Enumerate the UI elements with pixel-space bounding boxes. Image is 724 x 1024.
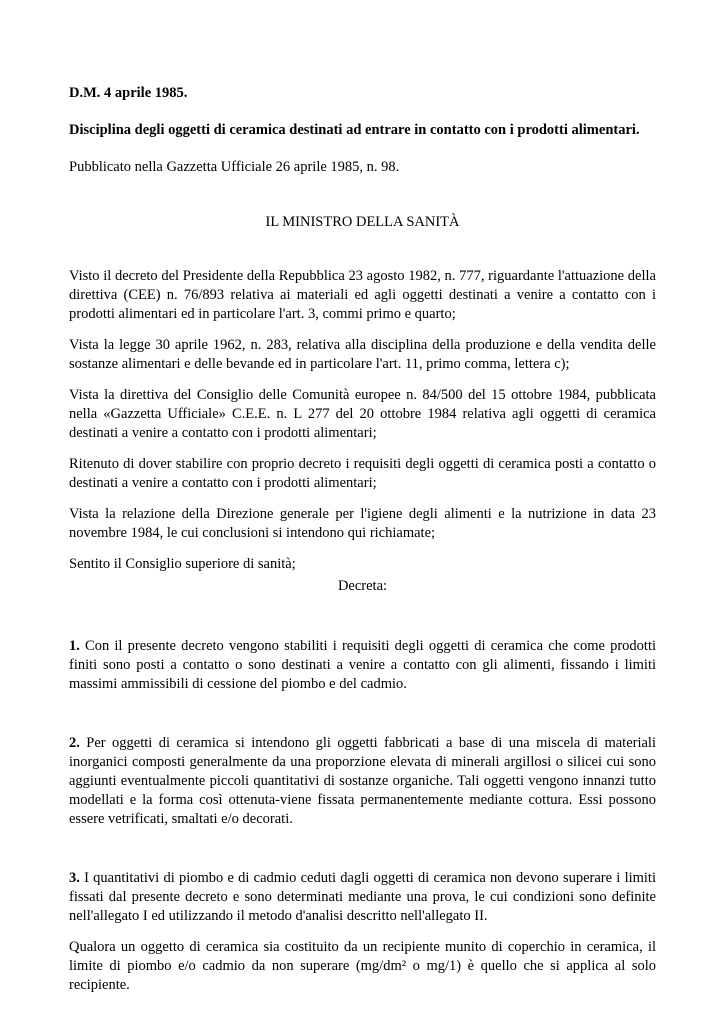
article-3-paragraph-2: Qualora un oggetto di ceramica sia costituito da un recipiente munito di coperchio in ceramica, il limite di piombo e/o cadmio da non superare (mg/dm² o mg/1) è quello che si applica al solo recipiente. xyxy=(69,939,656,993)
article-number: 3. xyxy=(69,870,80,886)
article-number: 2. xyxy=(69,735,80,751)
document-title: Disciplina degli oggetti di ceramica destinati ad entrare in contatto con i prodotti alimentari. xyxy=(69,122,640,138)
minister-heading: IL MINISTRO DELLA SANITÀ xyxy=(265,214,460,230)
article-text: I quantitativi di piombo e di cadmio ceduti dagli oggetti di ceramica non devono superare i limiti fissati dal presente decreto e sono determinati mediante una prova, le cui condizioni sono definite nell'allegato I ed utilizzando il metodo d'analisi descritto nell'allegato II. xyxy=(69,870,656,924)
article-text: Con il presente decreto vengono stabiliti i requisiti degli oggetti di ceramica che come prodotti finiti sono posti a contatto o sono destinati a venire a contatto con gli alimenti, fissando i limiti massimi ammissibili di cessione del piombo e del cadmio. xyxy=(69,638,656,692)
article-2 xyxy=(69,734,656,829)
article-3 xyxy=(69,869,656,926)
decreta-heading: Decreta: xyxy=(337,578,388,594)
preamble-paragraph: Visto il decreto del Presidente della Repubblica 23 agosto 1982, n. 777, riguardante l'attuazione della direttiva (CEE) n. 76/893 relativa ai materiali ed agli oggetti destinati a venire a contatto con i prodotti alimentari ed in particolare l'art. 3, commi primo e quarto; xyxy=(69,268,656,322)
preamble-paragraph: Vista la direttiva del Consiglio delle Comunità europee n. 84/500 del 15 ottobre 1984, pubblicata nella «Gazzetta Ufficiale» C.E.E. n. L 277 del 20 ottobre 1984 relativa agli oggetti di ceramica destinati a venire a contatto con i prodotti alimentari; xyxy=(69,387,656,441)
preamble-paragraph: Vista la relazione della Direzione generale per l'igiene degli alimenti e la nutrizione in data 23 novembre 1984, le cui conclusioni si intendono qui richiamate; xyxy=(69,506,656,541)
preamble-paragraph: Sentito il Consiglio superiore di sanità; xyxy=(69,556,296,572)
preamble-paragraph: Ritenuto di dover stabilire con proprio decreto i requisiti degli oggetti di ceramica posti a contatto o destinati a venire a contatto con i prodotti alimentari; xyxy=(69,456,656,491)
decree-reference: D.M. 4 aprile 1985. xyxy=(69,85,188,101)
article-number: 1. xyxy=(69,638,80,654)
article-text: Per oggetti di ceramica si intendono gli oggetti fabbricati a base di una miscela di materiali inorganici composti generalmente da una proporzione elevata di minerali argillosi o silicei cui sono aggiunti eventualmente piccoli quantitativi di sostanze organiche. Tali oggetti vengono innanzi tutto modellati e la forma così ottenuta-viene fissata permanentemente mediante cottura. Essi possono essere vetrificati, smaltati e/o decorati. xyxy=(69,735,656,827)
article-1 xyxy=(69,637,656,694)
preamble-paragraph: Vista la legge 30 aprile 1962, n. 283, relativa alla disciplina della produzione e della vendita delle sostanze alimentari e delle bevande ed in particolare l'art. 11, primo comma, lettera c); xyxy=(69,337,656,372)
publication-note: Pubblicato nella Gazzetta Ufficiale 26 aprile 1985, n. 98. xyxy=(69,159,400,175)
